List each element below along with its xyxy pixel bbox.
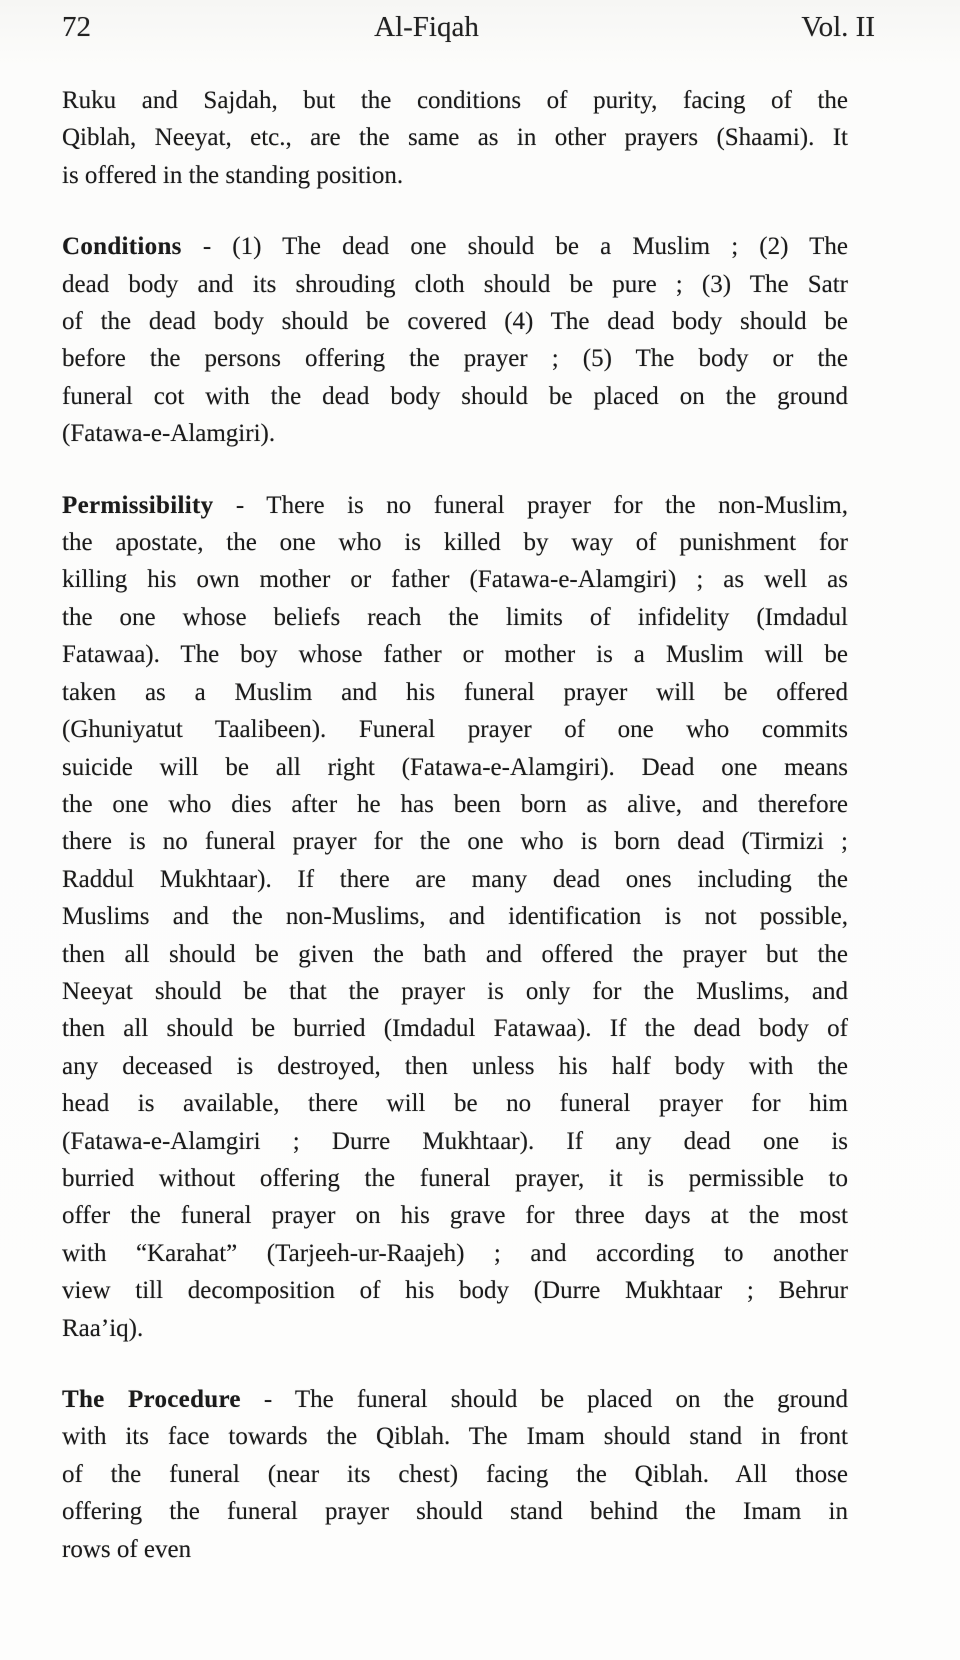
text-line: (Fatawa-e-Alamgiri ; Durre Mukhtaar). If any dead one is: [62, 1127, 848, 1155]
text-line: then all should be burried (Imdadul Fatawaa). If the dead body of: [62, 1015, 848, 1043]
text-line: the apostate, the one who is killed by way of punishment for: [62, 529, 848, 557]
text-line: the one whose beliefs reach the limits of infidelity (Imdadul: [62, 603, 848, 631]
text-line: funeral cot with the dead body should be placed on the ground: [62, 382, 848, 410]
page-header: [0, 0, 960, 44]
text-line: burried without offering the funeral prayer, it is permissible to: [62, 1164, 848, 1192]
book-title: Al-Fiqah: [374, 11, 479, 43]
text-line: any deceased is destroyed, then unless his half body with the: [62, 1052, 848, 1080]
paragraph: [62, 487, 848, 1347]
text-line: Neeyat should be that the prayer is only for the Muslims, and: [62, 977, 848, 1005]
text-line-rest: - (1) The dead one should be a Muslim ; (2) The: [181, 233, 848, 261]
text-line: with “Karahat” (Tarjeeh-ur-Raajeh) ; and according to another: [62, 1239, 848, 1267]
text-line: Muslims and the non-Muslims, and identification is not possible,: [62, 903, 848, 931]
text-line: taken as a Muslim and his funeral prayer will be offered: [62, 678, 848, 706]
text-line: offer the funeral prayer on his grave for three days at the most: [62, 1202, 848, 1230]
paragraph: [62, 82, 848, 194]
text-line: there is no funeral prayer for the one who is born dead (Tirmizi ;: [62, 828, 848, 856]
text-line: of the dead body should be covered (4) The dead body should be: [62, 308, 848, 336]
text-line: then all should be given the bath and offered the prayer but the: [62, 940, 848, 968]
text-line: rows of even: [62, 1535, 192, 1563]
paragraph: [62, 1381, 848, 1568]
text-line: Ruku and Sajdah, but the conditions of purity, facing of the: [62, 87, 848, 114]
text-line: head is available, there will be no funeral prayer for him: [62, 1090, 848, 1118]
text-line: suicide will be all right (Fatawa-e-Alamgiri). Dead one means: [62, 753, 848, 781]
text-line: before the persons offering the prayer ; (5) The body or the: [62, 345, 848, 373]
volume-label: Vol. II: [801, 11, 875, 43]
paragraph-heading: The Procedure: [62, 1386, 241, 1413]
page-number: 72: [62, 11, 91, 43]
text-line: with its face towards the Qiblah. The Imam should stand in front: [62, 1423, 848, 1451]
text-line: Qiblah, Neeyat, etc., are the same as in other prayers (Shaami). It: [62, 124, 848, 152]
text-line: (Ghuniyatut Taalibeen). Funeral prayer of one who commits: [62, 716, 848, 744]
text-line: Fatawaa). The boy whose father or mother is a Muslim will be: [62, 641, 848, 669]
text-line: Raa’iq).: [62, 1314, 144, 1342]
text-line: [62, 228, 848, 265]
text-line: [62, 487, 848, 524]
paragraph: [62, 228, 848, 452]
paragraph-heading: Permissibility: [62, 491, 214, 519]
text-line: (Fatawa-e-Alamgiri).: [62, 420, 276, 448]
text-line: Raddul Mukhtaar). If there are many dead ones including the: [62, 865, 848, 893]
text-line-rest: - There is no funeral prayer for the non-Muslim,: [213, 491, 848, 519]
text-line-rest: - The funeral should be placed on the ground: [240, 1386, 849, 1413]
paragraph-heading: Conditions: [62, 233, 182, 261]
text-line: offering the funeral prayer should stand behind the Imam in: [62, 1498, 848, 1526]
text-line: of the funeral (near its chest) facing the Qiblah. All those: [62, 1460, 848, 1488]
text-line: the one who dies after he has been born as alive, and therefore: [62, 790, 848, 818]
text-line: view till decomposition of his body (Durre Mukhtaar ; Behrur: [62, 1277, 848, 1305]
text-line: [62, 1381, 848, 1418]
text-line: killing his own mother or father (Fatawa-e-Alamgiri) ; as well as: [62, 566, 848, 594]
page-body: [0, 82, 960, 1568]
text-line: dead body and its shrouding cloth should be pure ; (3) The Satr: [62, 270, 848, 298]
text-line: is offered in the standing position.: [62, 161, 404, 189]
